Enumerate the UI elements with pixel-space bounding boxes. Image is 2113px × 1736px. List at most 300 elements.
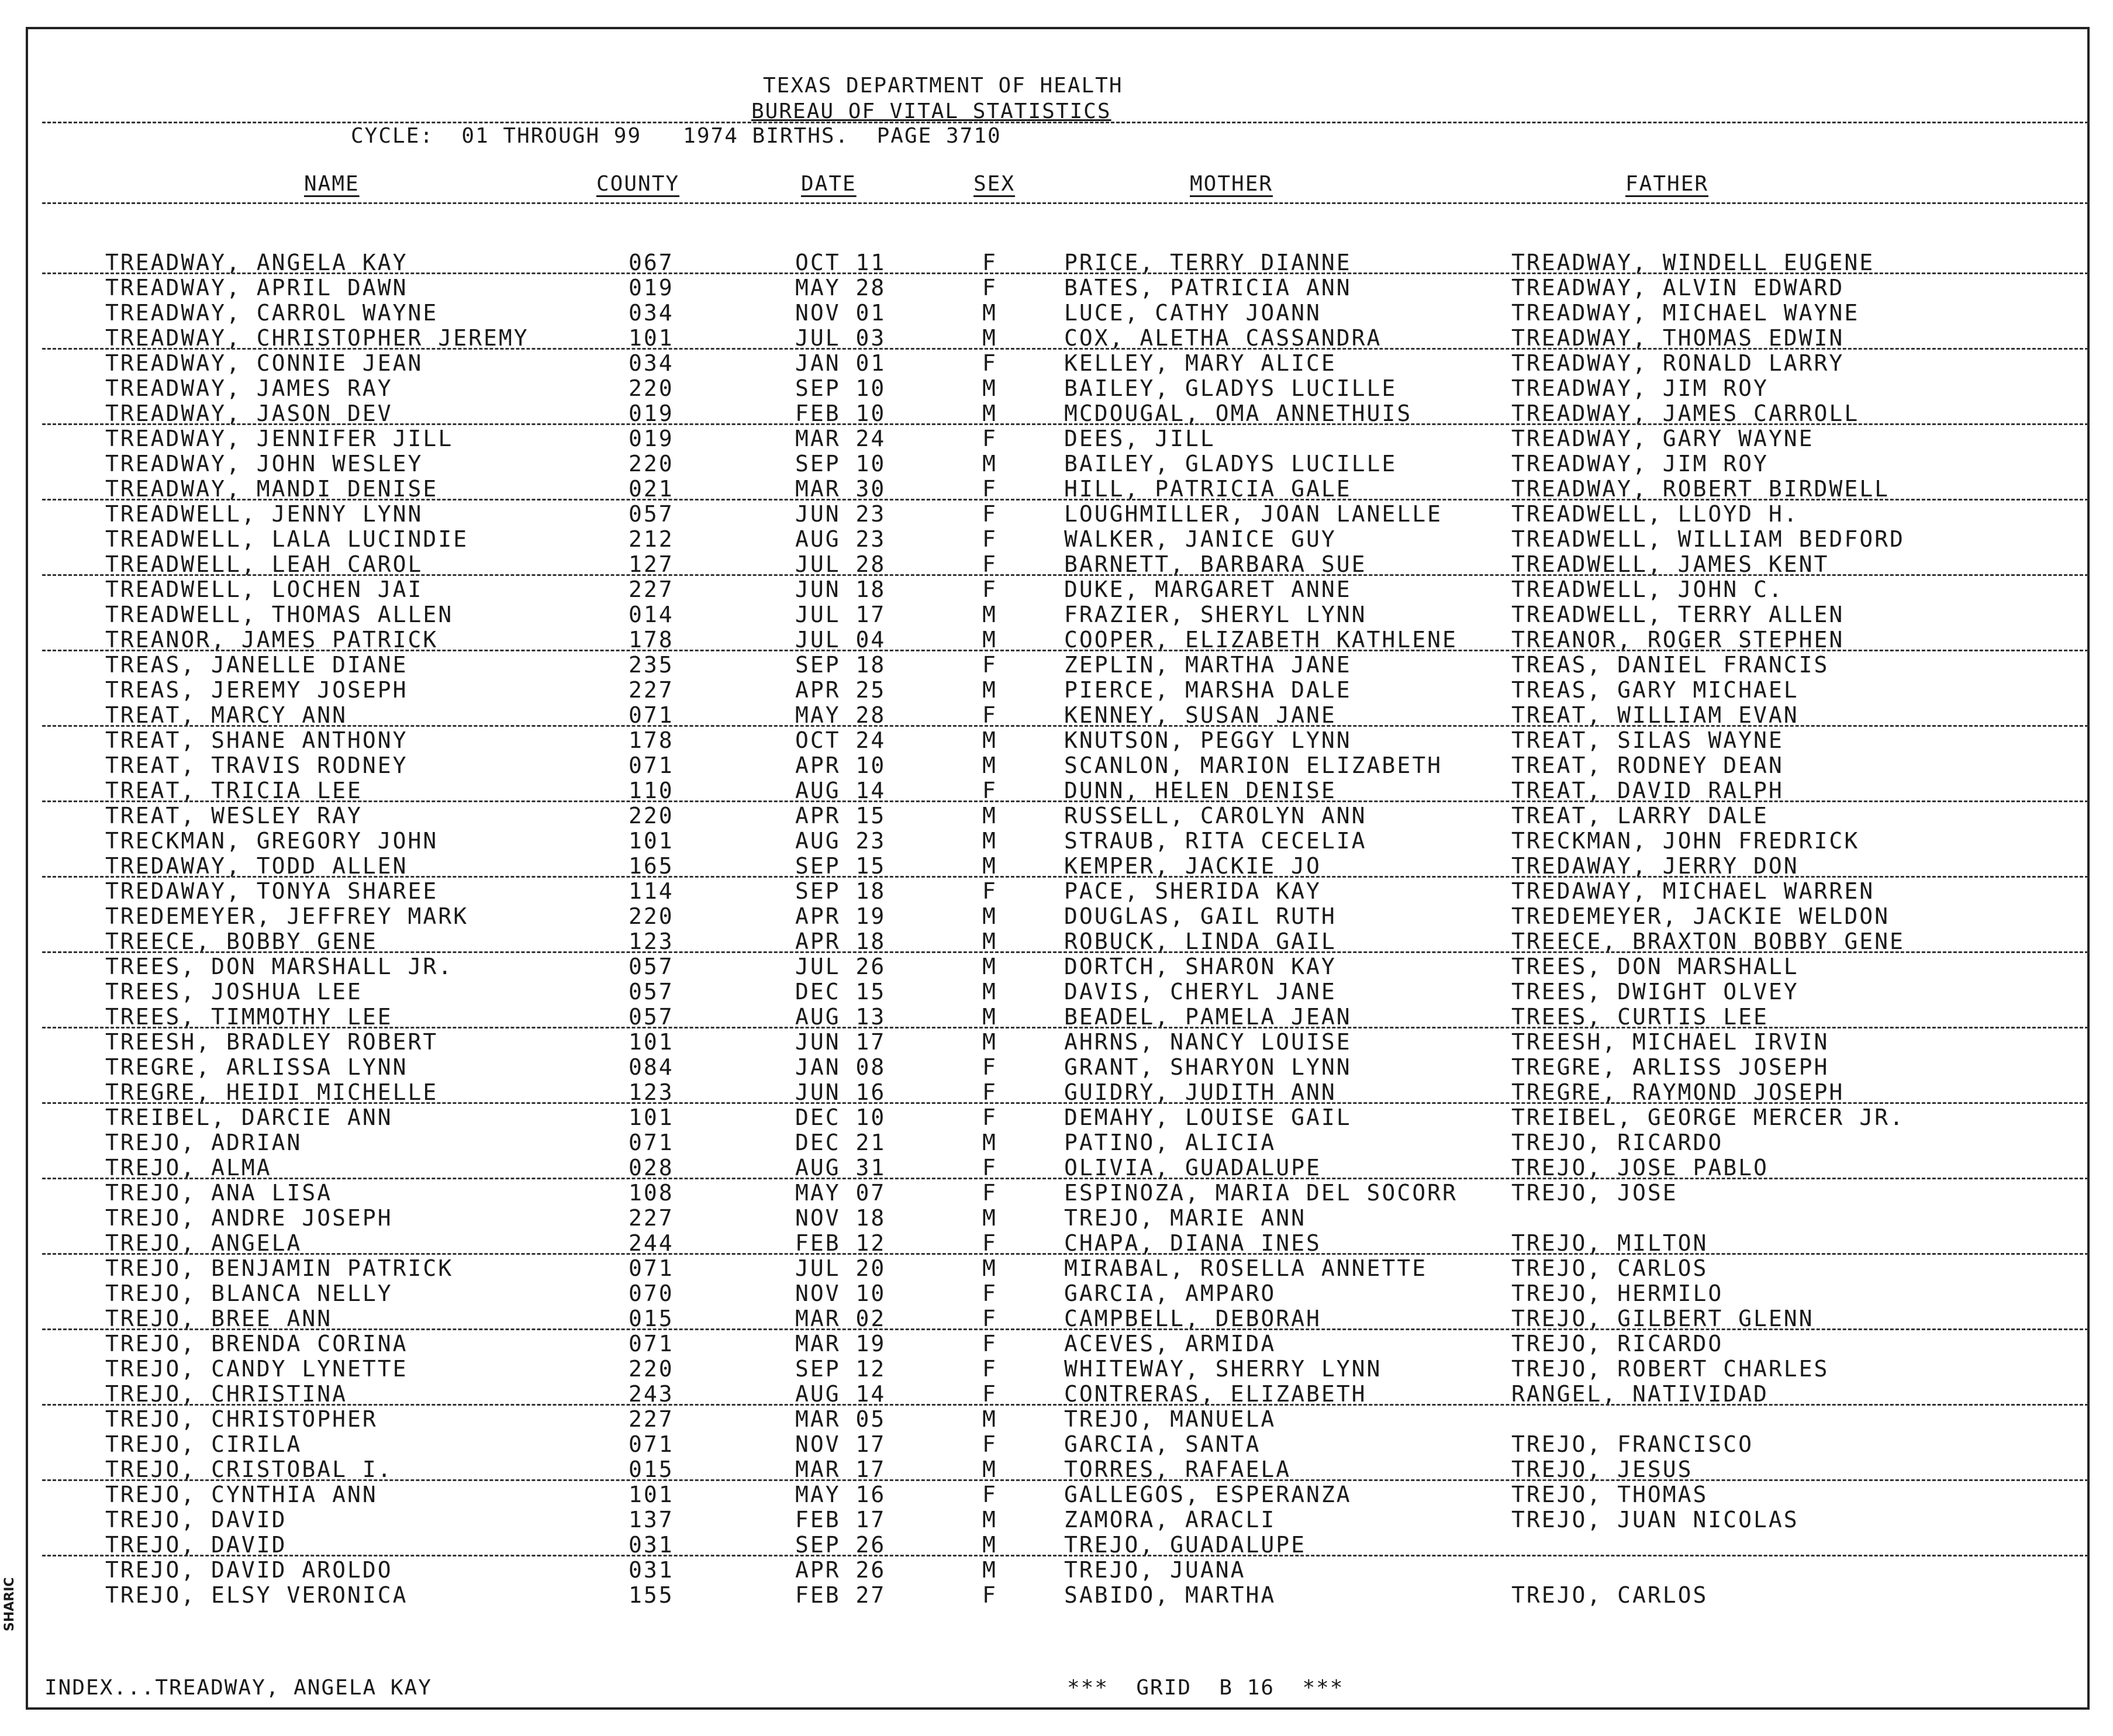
row-underline <box>42 348 2088 350</box>
cell-county: 101 <box>629 1482 674 1507</box>
cell-mother: GARCIA, AMPARO <box>1064 1281 1276 1306</box>
column-sex: SEX <box>973 172 1016 196</box>
cell-name: TREJO, ADRIAN <box>105 1130 302 1155</box>
cell-county: 057 <box>629 954 674 979</box>
cell-name: TREES, DON MARSHALL JR. <box>105 954 454 979</box>
table-row <box>0 552 2113 577</box>
row-underline <box>42 499 2088 501</box>
cell-father: TREDEMEYER, JACKIE WELDON <box>1511 903 1890 929</box>
cell-name: TREANOR, JAMES PATRICK <box>105 627 439 653</box>
table-row <box>0 1281 2113 1306</box>
cell-county: 015 <box>629 1457 674 1482</box>
cell-name: TREJO, ALMA <box>105 1155 272 1181</box>
cell-father: TREADWAY, MICHAEL WAYNE <box>1511 300 1860 326</box>
table-row <box>0 653 2113 678</box>
row-underline <box>42 876 2088 878</box>
row-underline <box>42 650 2088 651</box>
row-underline <box>42 800 2088 802</box>
cell-father: TREADWELL, JAMES KENT <box>1511 551 1829 577</box>
header-department: TEXAS DEPARTMENT OF HEALTH <box>763 74 1123 98</box>
cell-date: AUG 14 <box>795 1381 886 1407</box>
cell-date: JUN 23 <box>795 501 886 527</box>
cell-sex: M <box>982 325 997 351</box>
row-underline <box>42 574 2088 576</box>
cell-date: APR 19 <box>795 903 886 929</box>
cell-sex: F <box>982 1180 997 1206</box>
row-underline <box>42 1479 2088 1481</box>
cell-date: FEB 10 <box>795 401 886 426</box>
cell-mother: KEMPER, JACKIE JO <box>1064 853 1321 879</box>
cell-mother: CAMPBELL, DEBORAH <box>1064 1306 1321 1331</box>
column-date: DATE <box>801 172 857 196</box>
cell-sex: F <box>982 1230 997 1256</box>
table-row <box>0 1432 2113 1457</box>
cell-mother: ZEPLIN, MARTHA JANE <box>1064 652 1352 678</box>
cell-name: TREJO, ANA LISA <box>105 1180 333 1206</box>
table-row <box>0 376 2113 401</box>
table-row <box>0 728 2113 753</box>
cell-father: TREADWAY, JIM ROY <box>1511 375 1769 401</box>
cell-date: JUL 20 <box>795 1255 886 1281</box>
cell-sex: F <box>982 551 997 577</box>
cell-county: 155 <box>629 1582 674 1608</box>
cell-name: TREDAWAY, TODD ALLEN <box>105 853 408 879</box>
table-row <box>0 602 2113 627</box>
cell-father: TREJO, GILBERT GLENN <box>1511 1306 1814 1331</box>
cell-father: TREGRE, RAYMOND JOSEPH <box>1511 1079 1845 1105</box>
cell-county: 071 <box>629 1431 674 1457</box>
cell-date: MAR 24 <box>795 426 886 451</box>
cell-sex: M <box>982 954 997 979</box>
cell-father: TREJO, CARLOS <box>1511 1582 1708 1608</box>
table-row <box>0 451 2113 477</box>
cell-date: SEP 12 <box>795 1356 886 1382</box>
cell-county: 227 <box>629 1205 674 1231</box>
row-underline <box>42 1253 2088 1255</box>
cell-county: 114 <box>629 878 674 904</box>
table-row <box>0 577 2113 602</box>
cell-father: TREAT, LARRY DALE <box>1511 803 1769 829</box>
cell-name: TREAS, JEREMY JOSEPH <box>105 677 408 703</box>
cell-name: TREADWAY, MANDI DENISE <box>105 476 439 502</box>
cell-county: 084 <box>629 1054 674 1080</box>
cell-father: TREADWAY, GARY WAYNE <box>1511 426 1814 451</box>
cell-date: SEP 10 <box>795 451 886 477</box>
cell-sex: F <box>982 702 997 728</box>
cell-mother: MIRABAL, ROSELLA ANNETTE <box>1064 1255 1428 1281</box>
cell-mother: DEES, JILL <box>1064 426 1216 451</box>
cell-sex: F <box>982 275 997 301</box>
cell-county: 110 <box>629 778 674 803</box>
cell-name: TREES, TIMMOTHY LEE <box>105 1004 393 1030</box>
cell-mother: BATES, PATRICIA ANN <box>1064 275 1352 301</box>
cell-name: TREDAWAY, TONYA SHAREE <box>105 878 439 904</box>
cell-date: MAY 07 <box>795 1180 886 1206</box>
table-row <box>0 753 2113 778</box>
cell-name: TREAT, SHANE ANTHONY <box>105 727 408 753</box>
cell-mother: ROBUCK, LINDA GAIL <box>1064 929 1337 954</box>
cell-sex: F <box>982 878 997 904</box>
table-row <box>0 678 2113 703</box>
table-row <box>0 301 2113 326</box>
footer-index: INDEX...TREADWAY, ANGELA KAY <box>44 1676 432 1700</box>
cell-father: TREDAWAY, MICHAEL WARREN <box>1511 878 1875 904</box>
header-bureau: BUREAU OF VITAL STATISTICS <box>751 99 1111 123</box>
table-row <box>0 527 2113 552</box>
cell-sex: F <box>982 250 997 275</box>
cell-mother: KENNEY, SUSAN JANE <box>1064 702 1337 728</box>
table-row <box>0 1457 2113 1482</box>
cell-sex: M <box>982 602 997 627</box>
cell-sex: M <box>982 1557 997 1583</box>
cell-county: 137 <box>629 1507 674 1533</box>
cell-father: TREJO, ROBERT CHARLES <box>1511 1356 1829 1382</box>
cell-name: TREADWAY, CONNIE JEAN <box>105 350 423 376</box>
cell-mother: TREJO, GUADALUPE <box>1064 1532 1307 1558</box>
cell-father: TREADWELL, WILLIAM BEDFORD <box>1511 526 1905 552</box>
cell-mother: GUIDRY, JUDITH ANN <box>1064 1079 1337 1105</box>
table-row <box>0 1558 2113 1583</box>
table-row <box>0 1583 2113 1608</box>
side-label: SHARIC <box>2 1577 17 1631</box>
cell-county: 028 <box>629 1155 674 1181</box>
cell-father: TREES, CURTIS LEE <box>1511 1004 1769 1030</box>
cell-mother: DUNN, HELEN DENISE <box>1064 778 1337 803</box>
cell-father: TREESH, MICHAEL IRVIN <box>1511 1029 1829 1055</box>
cell-date: APR 10 <box>795 753 886 778</box>
cell-sex: F <box>982 1079 997 1105</box>
cell-mother: SABIDO, MARTHA <box>1064 1582 1276 1608</box>
cell-sex: M <box>982 1255 997 1281</box>
cell-mother: DUKE, MARGARET ANNE <box>1064 577 1352 602</box>
cell-mother: GRANT, SHARYON LYNN <box>1064 1054 1352 1080</box>
cell-sex: F <box>982 1582 997 1608</box>
cell-date: DEC 21 <box>795 1130 886 1155</box>
cell-sex: M <box>982 1507 997 1533</box>
cell-father: TREADWELL, TERRY ALLEN <box>1511 602 1845 627</box>
cell-father: TREJO, FRANCISCO <box>1511 1431 1754 1457</box>
cell-county: 244 <box>629 1230 674 1256</box>
cell-father: TREADWAY, JIM ROY <box>1511 451 1769 477</box>
cell-name: TREJO, BENJAMIN PATRICK <box>105 1255 454 1281</box>
cell-sex: F <box>982 577 997 602</box>
cell-date: MAY 16 <box>795 1482 886 1507</box>
cell-name: TREJO, DAVID <box>105 1532 287 1558</box>
cell-county: 101 <box>629 1029 674 1055</box>
cell-name: TREJO, BREE ANN <box>105 1306 333 1331</box>
cell-date: APR 25 <box>795 677 886 703</box>
table-row <box>0 1105 2113 1130</box>
cell-date: SEP 18 <box>795 652 886 678</box>
cell-name: TREADWAY, CARROL WAYNE <box>105 300 439 326</box>
cell-date: OCT 11 <box>795 250 886 275</box>
cell-date: JUN 17 <box>795 1029 886 1055</box>
cell-father: TREADWAY, THOMAS EDWIN <box>1511 325 1845 351</box>
cell-name: TREJO, ANGELA <box>105 1230 302 1256</box>
cell-father: TREAT, SILAS WAYNE <box>1511 727 1784 753</box>
cell-name: TREAT, WESLEY RAY <box>105 803 362 829</box>
table-row <box>0 275 2113 301</box>
table-row <box>0 1055 2113 1080</box>
cell-mother: TREJO, JUANA <box>1064 1557 1246 1583</box>
cell-county: 235 <box>629 652 674 678</box>
column-county: COUNTY <box>596 172 680 196</box>
column-header-divider <box>42 202 2088 204</box>
cell-mother: KNUTSON, PEGGY LYNN <box>1064 727 1352 753</box>
cell-date: APR 15 <box>795 803 886 829</box>
cell-sex: F <box>982 778 997 803</box>
cell-name: TREJO, CHRISTINA <box>105 1381 348 1407</box>
table-row <box>0 502 2113 527</box>
footer-grid: *** GRID B 16 *** <box>1067 1676 1344 1700</box>
table-row <box>0 477 2113 502</box>
cell-father: TREADWAY, ROBERT BIRDWELL <box>1511 476 1890 502</box>
cell-mother: AHRNS, NANCY LOUISE <box>1064 1029 1352 1055</box>
cell-sex: M <box>982 300 997 326</box>
table-row <box>0 1030 2113 1055</box>
cell-date: DEC 10 <box>795 1105 886 1130</box>
cell-father: TREAT, DAVID RALPH <box>1511 778 1784 803</box>
cell-date: APR 18 <box>795 929 886 954</box>
cell-name: TREADWAY, JOHN WESLEY <box>105 451 423 477</box>
column-name: NAME <box>304 172 360 196</box>
cell-county: 220 <box>629 1356 674 1382</box>
cell-county: 227 <box>629 677 674 703</box>
cell-county: 067 <box>629 250 674 275</box>
cell-county: 101 <box>629 1105 674 1130</box>
cell-name: TREAT, TRICIA LEE <box>105 778 362 803</box>
cell-sex: F <box>982 1356 997 1382</box>
cell-mother: WALKER, JANICE GUY <box>1064 526 1337 552</box>
cell-date: JAN 08 <box>795 1054 886 1080</box>
cell-name: TRECKMAN, GREGORY JOHN <box>105 828 439 854</box>
table-row <box>0 929 2113 954</box>
cell-name: TREADWAY, JASON DEV <box>105 401 393 426</box>
cell-county: 031 <box>629 1532 674 1558</box>
cell-father: TREJO, JESUS <box>1511 1457 1693 1482</box>
cell-father: TREJO, RICARDO <box>1511 1130 1724 1155</box>
table-row <box>0 1231 2113 1256</box>
cell-sex: F <box>982 1381 997 1407</box>
cell-date: FEB 17 <box>795 1507 886 1533</box>
cell-date: AUG 23 <box>795 828 886 854</box>
cell-father: TREJO, MILTON <box>1511 1230 1708 1256</box>
cell-name: TREJO, CIRILA <box>105 1431 302 1457</box>
cell-name: TREJO, ELSY VERONICA <box>105 1582 408 1608</box>
table-row <box>0 1382 2113 1407</box>
cell-sex: F <box>982 476 997 502</box>
cell-mother: TORRES, RAFAELA <box>1064 1457 1292 1482</box>
table-row <box>0 904 2113 929</box>
cell-sex: F <box>982 652 997 678</box>
table-row <box>0 1507 2113 1533</box>
cell-date: JUN 18 <box>795 577 886 602</box>
cell-sex: F <box>982 1482 997 1507</box>
cell-county: 227 <box>629 577 674 602</box>
cell-name: TREADWAY, APRIL DAWN <box>105 275 408 301</box>
cell-date: MAR 19 <box>795 1331 886 1357</box>
cell-date: MAR 17 <box>795 1457 886 1482</box>
table-row <box>0 1080 2113 1105</box>
cell-father: TREAT, RODNEY DEAN <box>1511 753 1784 778</box>
cell-name: TREJO, ANDRE JOSEPH <box>105 1205 393 1231</box>
cell-mother: DOUGLAS, GAIL RUTH <box>1064 903 1337 929</box>
cell-date: DEC 15 <box>795 979 886 1005</box>
cell-county: 071 <box>629 702 674 728</box>
cell-name: TREADWELL, JENNY LYNN <box>105 501 423 527</box>
table-row <box>0 426 2113 451</box>
cell-county: 220 <box>629 903 674 929</box>
cell-date: FEB 27 <box>795 1582 886 1608</box>
cell-mother: PRICE, TERRY DIANNE <box>1064 250 1352 275</box>
row-underline <box>42 1178 2088 1179</box>
cell-sex: M <box>982 401 997 426</box>
cell-name: TREJO, DAVID <box>105 1507 287 1533</box>
row-underline <box>42 1102 2088 1104</box>
cell-name: TREADWELL, LALA LUCINDIE <box>105 526 469 552</box>
cell-father: TREADWELL, JOHN C. <box>1511 577 1784 602</box>
cell-father: TREES, DWIGHT OLVEY <box>1511 979 1799 1005</box>
cell-mother: ZAMORA, ARACLI <box>1064 1507 1276 1533</box>
cell-county: 021 <box>629 476 674 502</box>
cell-date: AUG 13 <box>795 1004 886 1030</box>
cell-sex: F <box>982 1155 997 1181</box>
cell-name: TREADWAY, ANGELA KAY <box>105 250 408 275</box>
cell-county: 243 <box>629 1381 674 1407</box>
cell-date: JAN 01 <box>795 350 886 376</box>
row-underline <box>42 951 2088 953</box>
cell-father: TRECKMAN, JOHN FREDRICK <box>1511 828 1860 854</box>
cell-mother: CHAPA, DIANA INES <box>1064 1230 1321 1256</box>
cell-sex: M <box>982 1029 997 1055</box>
cell-father: TREJO, JUAN NICOLAS <box>1511 1507 1799 1533</box>
cell-date: SEP 18 <box>795 878 886 904</box>
cell-date: MAR 30 <box>795 476 886 502</box>
cell-date: JUN 16 <box>795 1079 886 1105</box>
header-cycle: CYCLE: 01 THROUGH 99 1974 BIRTHS. PAGE 3710 <box>351 124 1002 148</box>
cell-county: 057 <box>629 1004 674 1030</box>
cell-date: JUL 17 <box>795 602 886 627</box>
cell-county: 108 <box>629 1180 674 1206</box>
cell-county: 071 <box>629 1255 674 1281</box>
column-mother: MOTHER <box>1190 172 1273 196</box>
cell-father: TREDAWAY, JERRY DON <box>1511 853 1799 879</box>
row-underline <box>42 1328 2088 1330</box>
cell-father: TREAS, GARY MICHAEL <box>1511 677 1799 703</box>
cell-name: TREGRE, ARLISSA LYNN <box>105 1054 408 1080</box>
table-row <box>0 250 2113 275</box>
cell-county: 019 <box>629 401 674 426</box>
cell-sex: M <box>982 727 997 753</box>
cell-sex: F <box>982 350 997 376</box>
cell-county: 071 <box>629 753 674 778</box>
cell-mother: STRAUB, RITA CECELIA <box>1064 828 1367 854</box>
cell-mother: SCANLON, MARION ELIZABETH <box>1064 753 1442 778</box>
cell-father: TREIBEL, GEORGE MERCER JR. <box>1511 1105 1905 1130</box>
cell-mother: GARCIA, SANTA <box>1064 1431 1261 1457</box>
cell-name: TREJO, CYNTHIA ANN <box>105 1482 378 1507</box>
cell-date: NOV 10 <box>795 1281 886 1306</box>
cell-sex: F <box>982 1281 997 1306</box>
cell-mother: LUCE, CATHY JOANN <box>1064 300 1321 326</box>
cell-mother: ESPINOZA, MARIA DEL SOCORR <box>1064 1180 1458 1206</box>
cell-county: 212 <box>629 526 674 552</box>
cell-sex: M <box>982 929 997 954</box>
cell-county: 071 <box>629 1331 674 1357</box>
cell-father: TREJO, JOSE PABLO <box>1511 1155 1769 1181</box>
cell-county: 031 <box>629 1557 674 1583</box>
cell-sex: F <box>982 426 997 451</box>
cell-father: TREJO, RICARDO <box>1511 1331 1724 1357</box>
cell-mother: GALLEGOS, ESPERANZA <box>1064 1482 1352 1507</box>
cell-name: TREESH, BRADLEY ROBERT <box>105 1029 439 1055</box>
cell-mother: OLIVIA, GUADALUPE <box>1064 1155 1321 1181</box>
cell-name: TREDEMEYER, JEFFREY MARK <box>105 903 469 929</box>
cell-name: TREAS, JANELLE DIANE <box>105 652 408 678</box>
cell-date: SEP 15 <box>795 853 886 879</box>
cell-county: 220 <box>629 375 674 401</box>
cell-father: TREJO, CARLOS <box>1511 1255 1708 1281</box>
cell-mother: COOPER, ELIZABETH KATHLENE <box>1064 627 1458 653</box>
cell-name: TREADWAY, JAMES RAY <box>105 375 393 401</box>
cell-mother: TREJO, MARIE ANN <box>1064 1205 1307 1231</box>
cell-date: JUL 03 <box>795 325 886 351</box>
cell-sex: M <box>982 1130 997 1155</box>
row-underline <box>42 1404 2088 1406</box>
cell-father: TREJO, THOMAS <box>1511 1482 1708 1507</box>
cell-name: TREJO, CHRISTOPHER <box>105 1406 378 1432</box>
cell-sex: M <box>982 903 997 929</box>
cell-father: TREAT, WILLIAM EVAN <box>1511 702 1799 728</box>
table-row <box>0 351 2113 376</box>
cell-name: TREADWELL, THOMAS ALLEN <box>105 602 454 627</box>
cell-father: TREADWAY, WINDELL EUGENE <box>1511 250 1875 275</box>
cell-father: TREANOR, ROGER STEPHEN <box>1511 627 1845 653</box>
cell-name: TREAT, TRAVIS RODNEY <box>105 753 408 778</box>
cell-county: 165 <box>629 853 674 879</box>
cell-date: SEP 26 <box>795 1532 886 1558</box>
table-row <box>0 1357 2113 1382</box>
cell-county: 123 <box>629 929 674 954</box>
row-underline <box>42 1555 2088 1556</box>
table-row <box>0 1256 2113 1281</box>
cell-sex: M <box>982 1532 997 1558</box>
cell-sex: F <box>982 1054 997 1080</box>
cell-name: TREJO, CRISTOBAL I. <box>105 1457 393 1482</box>
cell-name: TREADWAY, JENNIFER JILL <box>105 426 454 451</box>
cell-county: 220 <box>629 451 674 477</box>
cell-county: 127 <box>629 551 674 577</box>
cell-mother: ACEVES, ARMIDA <box>1064 1331 1276 1357</box>
cell-sex: F <box>982 1431 997 1457</box>
cell-mother: KELLEY, MARY ALICE <box>1064 350 1337 376</box>
row-underline <box>42 423 2088 425</box>
table-row <box>0 1306 2113 1331</box>
table-row <box>0 854 2113 879</box>
table-row <box>0 627 2113 653</box>
cell-mother: BEADEL, PAMELA JEAN <box>1064 1004 1352 1030</box>
cell-date: NOV 17 <box>795 1431 886 1457</box>
cell-name: TREADWELL, LOCHEN JAI <box>105 577 423 602</box>
cell-date: MAR 05 <box>795 1406 886 1432</box>
cell-county: 015 <box>629 1306 674 1331</box>
column-father: FATHER <box>1625 172 1709 196</box>
cell-name: TREADWELL, LEAH CAROL <box>105 551 423 577</box>
cell-date: JUL 26 <box>795 954 886 979</box>
cell-sex: M <box>982 803 997 829</box>
cell-mother: DAVIS, CHERYL JANE <box>1064 979 1337 1005</box>
cell-father: TREADWELL, LLOYD H. <box>1511 501 1799 527</box>
